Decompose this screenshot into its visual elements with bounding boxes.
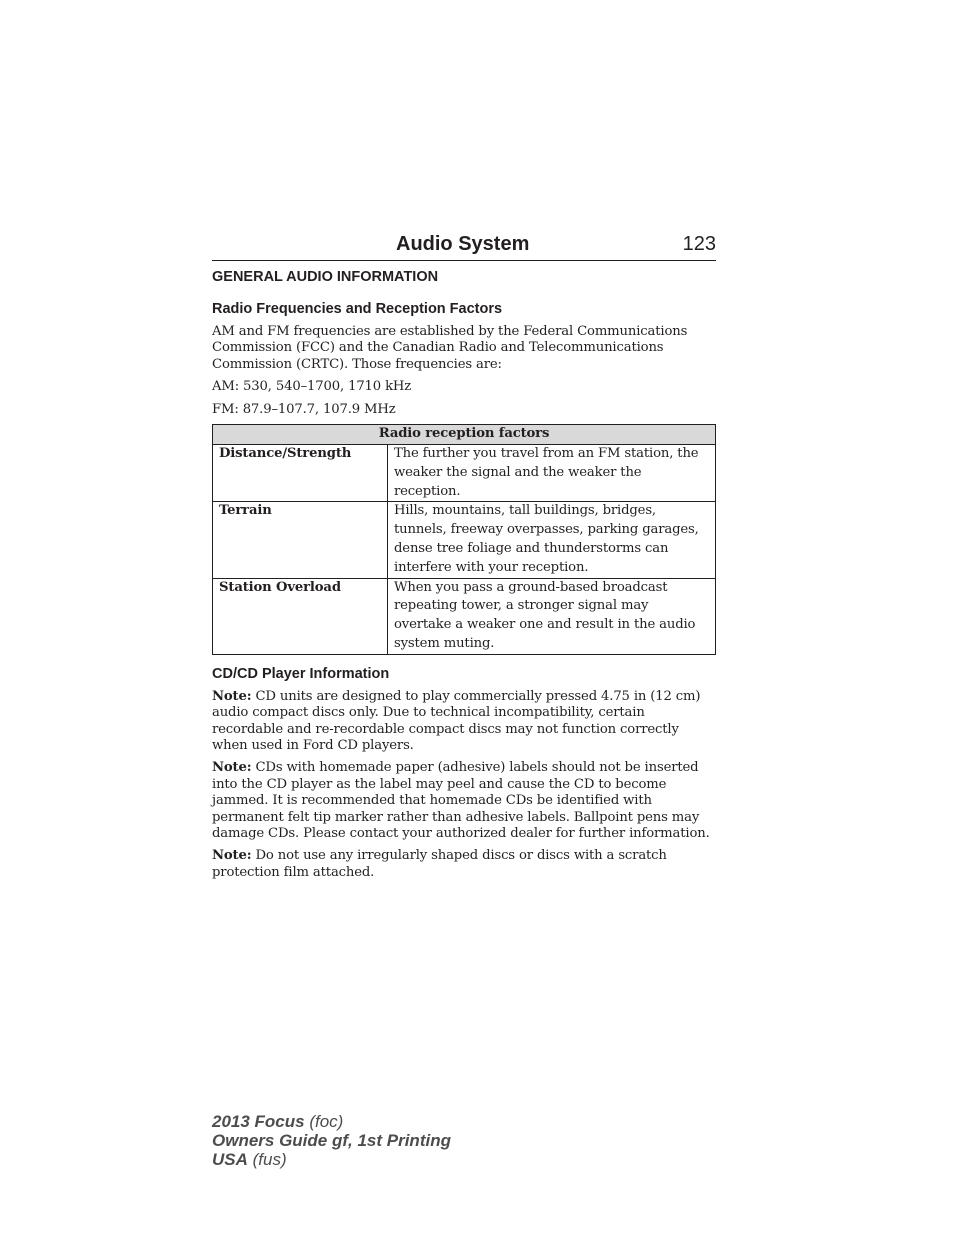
factor-description: The further you travel from an FM station, the weaker the signal and the weaker the reception. <box>388 445 716 502</box>
cd-note <box>212 760 716 842</box>
note-label: Note: <box>212 848 252 864</box>
table-row <box>213 502 716 578</box>
footer-model-code: (foc) <box>304 1112 344 1131</box>
page-footer <box>212 1112 451 1169</box>
note-label: Note: <box>212 760 252 776</box>
factor-description: When you pass a ground-based broadcast repeating tower, a stronger signal may overtake a weaker one and result in the audio system muting. <box>388 578 716 654</box>
footer-market: USA <box>212 1150 248 1169</box>
factor-name: Terrain <box>213 502 388 578</box>
radio-intro-paragraph: AM and FM frequencies are established by the Federal Communications Commission (FCC) and the Canadian Radio and Telecommunications Commission (CRTC). Those frequencies are: <box>212 324 688 372</box>
table-row <box>213 578 716 654</box>
am-frequencies: AM: 530, 540–1700, 1710 kHz <box>212 379 412 395</box>
page-number: 123 <box>682 233 716 255</box>
section-title: GENERAL AUDIO INFORMATION <box>212 269 439 285</box>
note-text: CD units are designed to play commercially pressed 4.75 in (12 cm) audio compact discs only. Due to technical incompatibility, certain recordable and re-recordable compact discs may not function correctly when used in Ford CD players. <box>212 688 701 754</box>
page-header <box>212 228 716 261</box>
note-label: Note: <box>212 688 252 704</box>
footer-market-code: (fus) <box>247 1150 287 1169</box>
cd-section-title: CD/CD Player Information <box>212 665 390 682</box>
manual-page <box>212 228 716 881</box>
footer-line-market <box>212 1150 451 1169</box>
footer-model: 2013 Focus <box>212 1112 305 1131</box>
footer-line-guide <box>212 1131 451 1150</box>
table-header: Radio reception factors <box>213 425 716 445</box>
factor-name: Station Overload <box>213 578 388 654</box>
footer-line-model <box>212 1112 451 1131</box>
note-text: Do not use any irregularly shaped discs or discs with a scratch protection film attached. <box>212 848 667 880</box>
footer-guide: Owners Guide gf, 1st Printing <box>212 1131 451 1150</box>
radio-section-title: Radio Frequencies and Reception Factors <box>212 301 503 317</box>
table-row <box>213 445 716 502</box>
reception-factors-table <box>212 424 716 655</box>
cd-note <box>212 848 716 881</box>
fm-frequencies: FM: 87.9–107.7, 107.9 MHz <box>212 401 396 417</box>
factor-description: Hills, mountains, tall buildings, bridges, tunnels, freeway overpasses, parking garages, dense tree foliage and thunderstorms can interfere with your reception. <box>388 502 716 578</box>
cd-note <box>212 689 716 755</box>
note-text: CDs with homemade paper (adhesive) labels should not be inserted into the CD player as the label may peel and cause the CD to become jammed. It is recommended that homemade CDs be identified with permanent felt tip marker rather than adhesive labels. Ballpoint pens may damage CDs. Please contact your authorized dealer for further information. <box>212 760 710 842</box>
chapter-title: Audio System <box>396 233 530 255</box>
factor-name: Distance/Strength <box>213 445 388 502</box>
